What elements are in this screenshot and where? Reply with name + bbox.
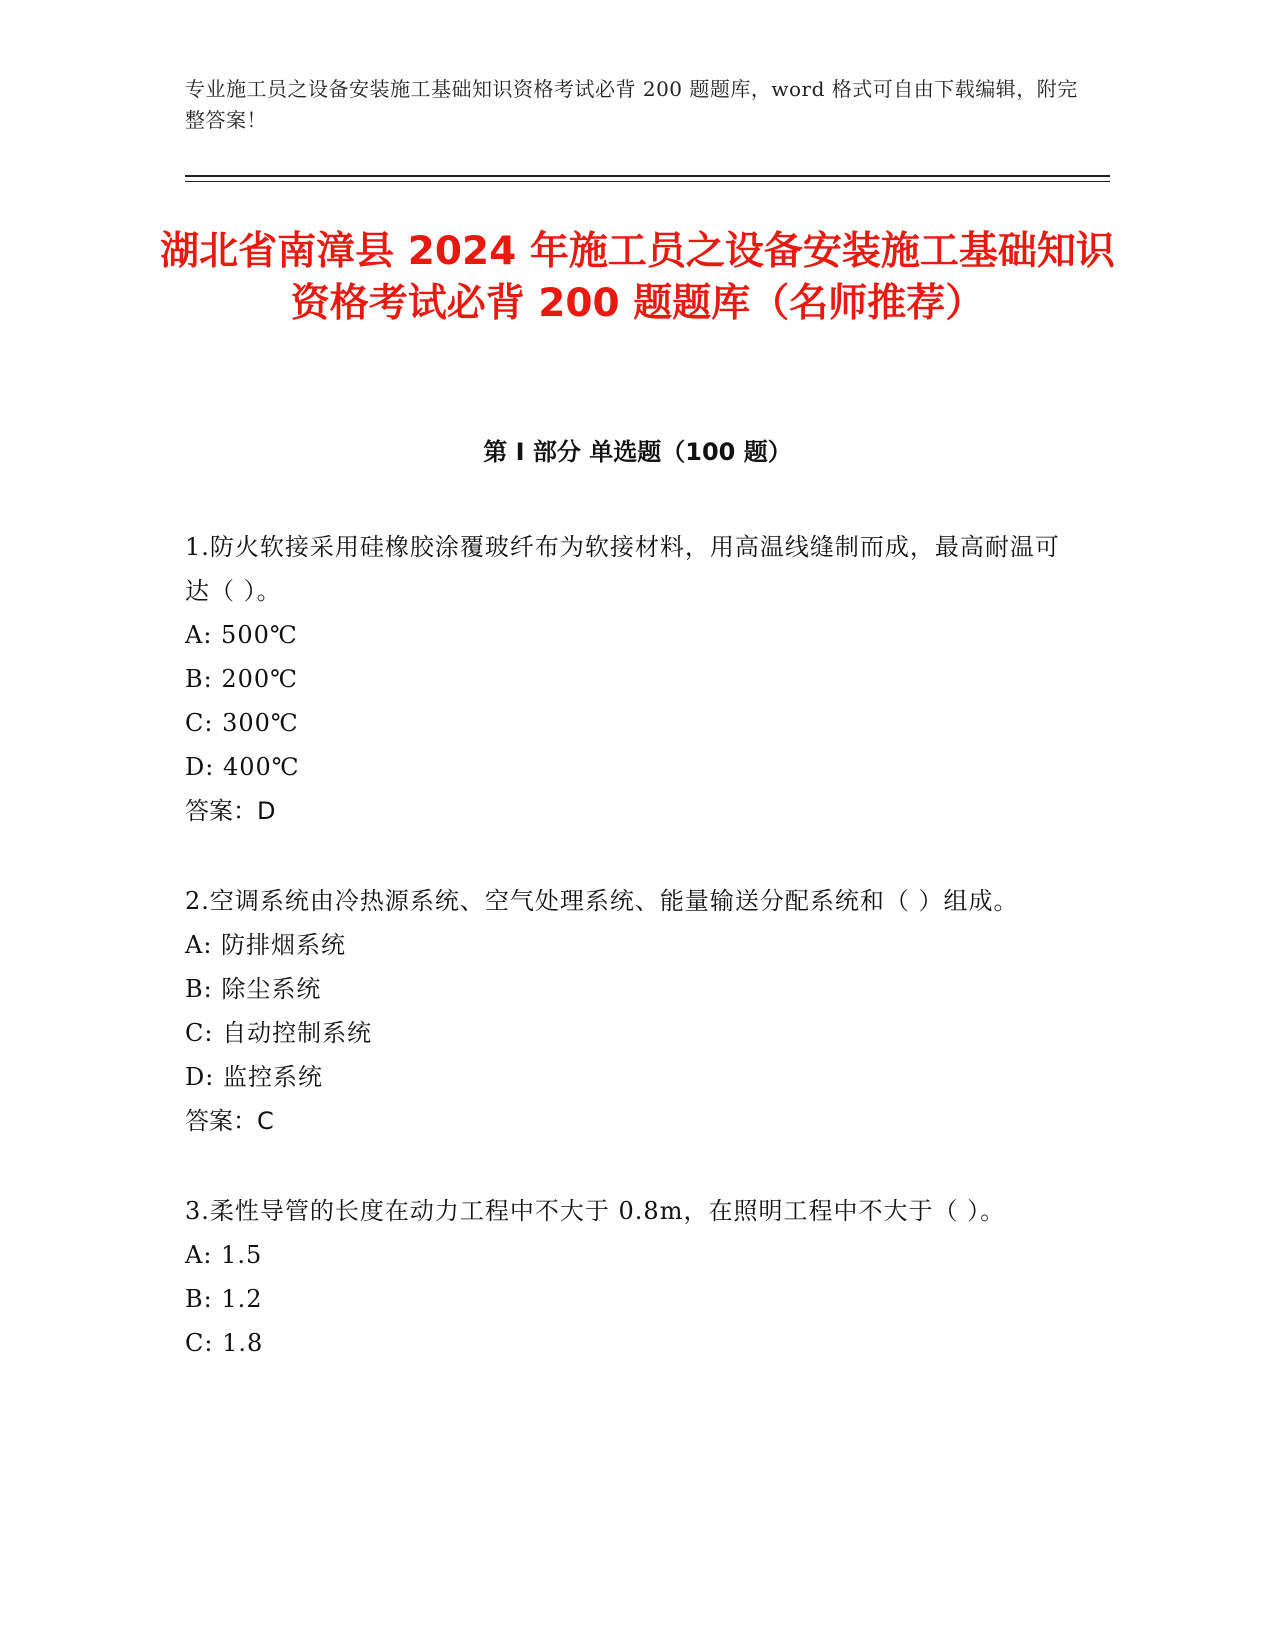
option-d: D: 监控系统 [185,1063,323,1091]
answer: 答案：C [185,1107,274,1135]
question-1 [185,525,1065,833]
question-3 [185,1189,1065,1365]
question-list [185,525,1065,1411]
header-rule-thick [185,175,1110,177]
section-title: 第 I 部分 单选题（100 题） [483,438,792,466]
document-title: 湖北省南漳县 2024 年施工员之设备安装施工基础知识资格考试必背 200 题题库（名师推荐） [160,229,1115,326]
option-c: C: 自动控制系统 [185,1019,373,1047]
option-b: B: 1.2 [185,1285,263,1313]
header-rule-thin [185,181,1110,182]
header-note: 专业施工员之设备安装施工基础知识资格考试必背 200 题题库，word 格式可自由下载编辑，附完整答案！ [185,77,1078,132]
option-c: C: 1.8 [185,1329,264,1357]
option-b: B: 200℃ [185,665,299,693]
question-stem: 3.柔性导管的长度在动力工程中不大于 0.8m，在照明工程中不大于（ ）。 [185,1197,1006,1225]
option-d: D: 400℃ [185,753,300,781]
option-a: A: 500℃ [185,621,298,649]
question-stem: 2.空调系统由冷热源系统、空气处理系统、能量输送分配系统和（ ）组成。 [185,887,1019,915]
answer: 答案：D [185,797,276,825]
option-c: C: 300℃ [185,709,299,737]
option-a: A: 防排烟系统 [185,931,347,959]
option-b: B: 除尘系统 [185,975,322,1003]
question-stem: 1.防火软接采用硅橡胶涂覆玻纤布为软接材料，用高温线缝制而成，最高耐温可达（ ）。 [185,533,1060,605]
option-a: A: 1.5 [185,1241,263,1269]
question-2 [185,879,1065,1143]
